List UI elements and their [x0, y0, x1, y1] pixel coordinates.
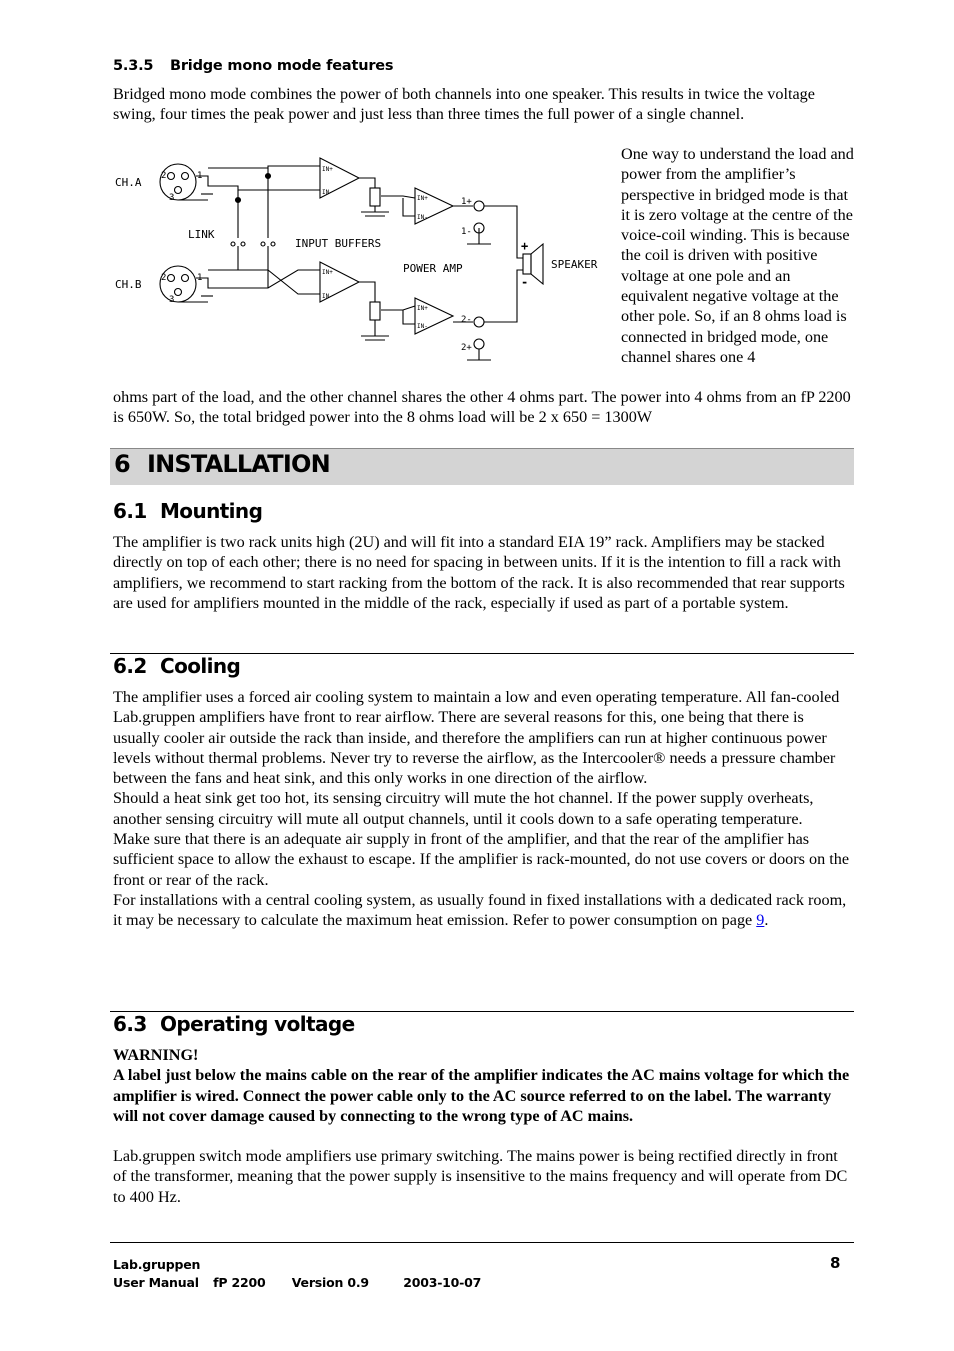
footer-model: fP 2200: [213, 1275, 266, 1290]
section-heading-6-1: [113, 499, 262, 523]
label-speaker: SPEAKER: [551, 258, 598, 271]
label-in-plus-b: IN+: [322, 269, 333, 276]
cooling-paragraph-3: Make sure that there is an adequate air supply in front of the amplifier, and that the rear of the amplifier has sufficient space to allow the exhaust to escape. If the amplifier is rack-mounted, do not use covers or doors on the front or rear of the rack.: [113, 830, 850, 889]
footer-version: Version 0.9: [291, 1275, 369, 1290]
operating-voltage-body: [113, 1045, 854, 1207]
footer-manual: User Manual: [113, 1275, 199, 1290]
section-title: Cooling: [160, 654, 241, 678]
footer-date: 2003-10-07: [403, 1275, 482, 1290]
label-pin1-a: 1: [197, 171, 203, 181]
page-number: 8: [830, 1254, 841, 1272]
warning-title: WARNING!: [113, 1046, 199, 1064]
section-title: Mounting: [160, 499, 263, 523]
cooling-paragraph-4-text: For installations with a central cooling system, as usually found in fixed installations with a dedicated rack room, it may be necessary to calculate the maximum heat emission. Refer to power consumption on page: [113, 890, 847, 930]
mounting-paragraph: The amplifier is two rack units high (2U) and will fit into a standard EIA 19” rack. Amplifiers may be stacked directly on top of each other; there is no need for spacing in between units. If it is the intention to fill a rack with amplifiers, we recommend to start racking from the bottom of the rack. It is also recommended that rear supports are used for amplifiers mounted in the middle of the rack, especially if used as part of a portable system.: [113, 533, 845, 612]
cooling-body: [113, 687, 854, 931]
label-out-2-plus: 2+: [461, 343, 472, 353]
bridge-intro-paragraph: Bridged mono mode combines the power of both channels into one speaker. This results in twice the voltage swing, four times the peak power and just less than three times the full power of a single channel.: [113, 85, 815, 124]
label-ch-b: CH.B: [115, 278, 142, 291]
xlr-connector-a: [160, 164, 196, 200]
label-in-minus-a: IN-: [322, 189, 333, 196]
label-power-amp: POWER AMP: [403, 262, 463, 275]
section-number: 6.3: [113, 1012, 147, 1036]
section-number: 5.3.5: [113, 58, 154, 74]
label-ch-a: CH.A: [115, 176, 142, 189]
chapter-title: INSTALLATION: [147, 450, 330, 478]
speaker-symbol: [523, 254, 531, 274]
footer-divider: [110, 1242, 854, 1243]
cooling-paragraph-4: [113, 890, 854, 931]
section-heading-6-3: [113, 1012, 355, 1036]
warning-body: A label just below the mains cable on the rear of the amplifier indicates the AC mains voltage for which the amplifier is wired. Connect the power cable only to the AC source referred to on the label. The warranty will not cover damage caused by connecting to the wrong type of AC mains.: [113, 1066, 850, 1125]
section-heading-6-2: [113, 654, 240, 678]
label-plus: +: [521, 239, 529, 253]
label-pin3-b: 3: [169, 295, 175, 305]
xlr-connector-b: [160, 266, 196, 302]
footer-company: Lab.gruppen: [113, 1257, 201, 1272]
bridge-explanation-right: One way to understand the load and power from the amplifier’s perspective in bridged mode is that it is zero voltage at the centre of the voice-coil winding. This is because the coil is driven with positive voltage at one pole and an equivalent negative voltage at the other pole. So, if an 8 ohms load is connected in bridged mode, one channel shares one 4: [621, 145, 854, 366]
label-pa-in-plus-b: IN+: [417, 305, 428, 312]
chapter-heading-6: [110, 448, 854, 485]
label-out-2-minus: 2-: [461, 315, 472, 325]
section-title: Bridge mono mode features: [170, 58, 394, 74]
chapter-number: 6: [114, 450, 130, 478]
label-out-1-minus: 1-: [461, 227, 472, 237]
label-input-buffers: INPUT BUFFERS: [295, 237, 382, 250]
section-title: Operating voltage: [160, 1012, 355, 1036]
label-pin2-a: 2: [161, 171, 167, 181]
operating-voltage-paragraph: Lab.gruppen switch mode amplifiers use primary switching. The mains power is being rectified directly in front of the transformer, meaning that the power supply is insensitive to the mains frequency and will operate from DC to 400 Hz.: [113, 1147, 848, 1206]
footer-meta: [113, 1275, 481, 1290]
bridge-explanation-bottom: ohms part of the load, and the other channel shares the other 4 ohms part. The power into 4 ohms from an fP 2200 is 650W. So, the total bridged power into the 8 ohms load will be 2 x 650 = 1300W: [113, 388, 851, 427]
label-out-1-plus: 1+: [461, 197, 472, 207]
section-number: 6.2: [113, 654, 147, 678]
label-pin2-b: 2: [161, 273, 167, 283]
page-reference-link[interactable]: 9: [756, 911, 765, 930]
label-pin3-a: 3: [169, 193, 175, 203]
cooling-paragraph-4-end: .: [764, 911, 769, 930]
label-pa-in-minus-b: IN-: [417, 323, 428, 330]
label-pin1-b: 1: [197, 273, 203, 283]
section-number: 6.1: [113, 499, 147, 523]
bridge-mode-diagram: [113, 146, 613, 391]
cooling-paragraph-2: Should a heat sink get too hot, its sensing circuitry will mute the hot channel. If the power supply overheats, another sensing circuitry will mute all output channels, until it cools down to a safe operating temperature.: [113, 789, 814, 828]
label-minus: -: [521, 275, 529, 289]
label-pa-in-plus-a: IN+: [417, 195, 428, 202]
label-link: LINK: [188, 228, 215, 241]
cooling-paragraph-1: The amplifier uses a forced air cooling system to maintain a low and even operating temperature. All fan-cooled Lab.gruppen amplifiers have front to rear airflow. There are several reasons for this, one being that there is usually cooler air outside the rack than inside, and therefore the amplifiers can run at higher continuous power levels without thermal problems. Never try to reverse the airflow, as the Intercooler® needs a pressure chamber between the fans and heat sink, and this only works in one direction of the airflow.: [113, 688, 840, 788]
label-in-minus-b: IN-: [322, 293, 333, 300]
label-pa-in-minus-a: IN-: [417, 214, 428, 221]
section-heading-5-3-5: [113, 58, 393, 74]
label-in-plus-a: IN+: [322, 166, 333, 173]
